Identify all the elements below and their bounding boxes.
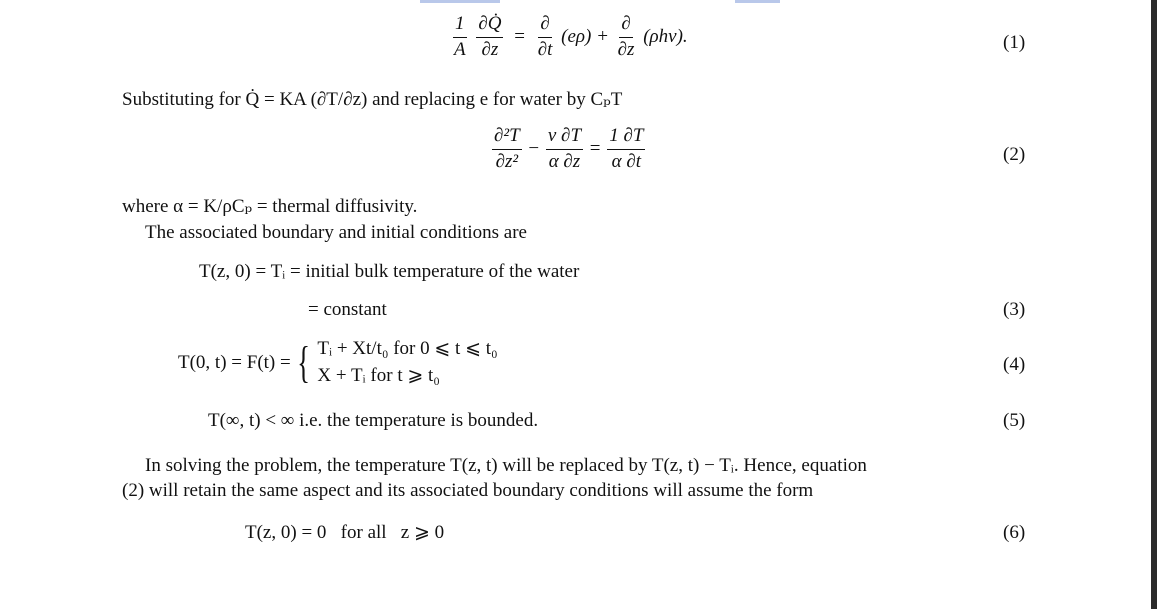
equation-number-6: (6) xyxy=(1003,522,1026,543)
equation-number-3: (3) xyxy=(1003,299,1026,320)
equation-1 xyxy=(450,14,688,61)
equation-2 xyxy=(490,126,647,173)
equation-number-1: (1) xyxy=(1003,32,1026,53)
eq1-fraction-1-over-a: $\frac{1}{A}$ xyxy=(454,13,466,60)
equation-number-5: (5) xyxy=(1003,410,1026,431)
eq4-cases xyxy=(317,336,497,389)
equation-number-4: (4) xyxy=(1003,354,1026,375)
eq2-fraction-v-alpha: $\frac{v \partial T}{\alpha \partial z}$ xyxy=(547,125,582,172)
eq1-term-rhohv: (ρhv). xyxy=(643,25,688,47)
eq1-term-erho: (eρ) + xyxy=(561,25,609,47)
eq1-equals: = xyxy=(514,25,525,47)
eq4-case-1: Tᵢ + Xt/t₀ for 0 ⩽ t ⩽ t₀ xyxy=(317,338,498,359)
equation-3-line-2: = constant xyxy=(308,299,387,320)
page-edge-border xyxy=(1151,0,1157,609)
paragraph-solving-line-1: In solving the problem, the temperature T(z, t) will be replaced by T(z, t) − Tᵢ. Hence, equation xyxy=(145,455,867,476)
eq1-fraction-d-dz: $\frac{\partial}{\partial z}$ xyxy=(617,13,635,60)
top-highlight-bar-right xyxy=(735,0,780,3)
eq2-fraction-1-alpha: $\frac{1 \partial T}{\alpha \partial t}$ xyxy=(609,125,644,172)
eq1-fraction-dq-dz: $\frac{\partial Q̇}{\partial z}$ xyxy=(478,13,502,60)
equation-number-2: (2) xyxy=(1003,144,1026,165)
paragraph-associated: The associated boundary and initial conditions are xyxy=(145,222,527,243)
equation-4 xyxy=(178,336,498,389)
equation-6: T(z, 0) = 0 for all z ⩾ 0 xyxy=(245,522,445,543)
eq2-equals: = xyxy=(589,137,601,159)
eq4-lhs: T(0, t) = F(t) = xyxy=(178,352,291,374)
paragraph-solving-line-2: (2) will retain the same aspect and its associated boundary conditions will assume the form xyxy=(122,480,814,501)
eq2-minus: − xyxy=(528,137,540,159)
eq4-left-brace: { xyxy=(297,337,311,387)
paragraph-substituting: Substituting for Q̇ = KA (∂T/∂z) and replacing e for water by CₚT xyxy=(122,89,623,110)
paragraph-where: where α = K/ρCₚ = thermal diffusivity. xyxy=(122,196,418,217)
eq1-fraction-d-dt: $\frac{\partial}{\partial t}$ xyxy=(537,13,553,60)
top-highlight-bar-left xyxy=(420,0,500,3)
equation-3-line-1: T(z, 0) = Tᵢ = initial bulk temperature of the water xyxy=(199,261,580,282)
eq4-case-2: X + Tᵢ for t ⩾ t₀ xyxy=(317,364,440,386)
eq2-fraction-d2t-dz2: $\frac{\text{∂²T}}{\text{∂z²}}$ xyxy=(494,125,520,172)
equation-5: T(∞, t) < ∞ i.e. the temperature is bounded. xyxy=(208,410,539,431)
